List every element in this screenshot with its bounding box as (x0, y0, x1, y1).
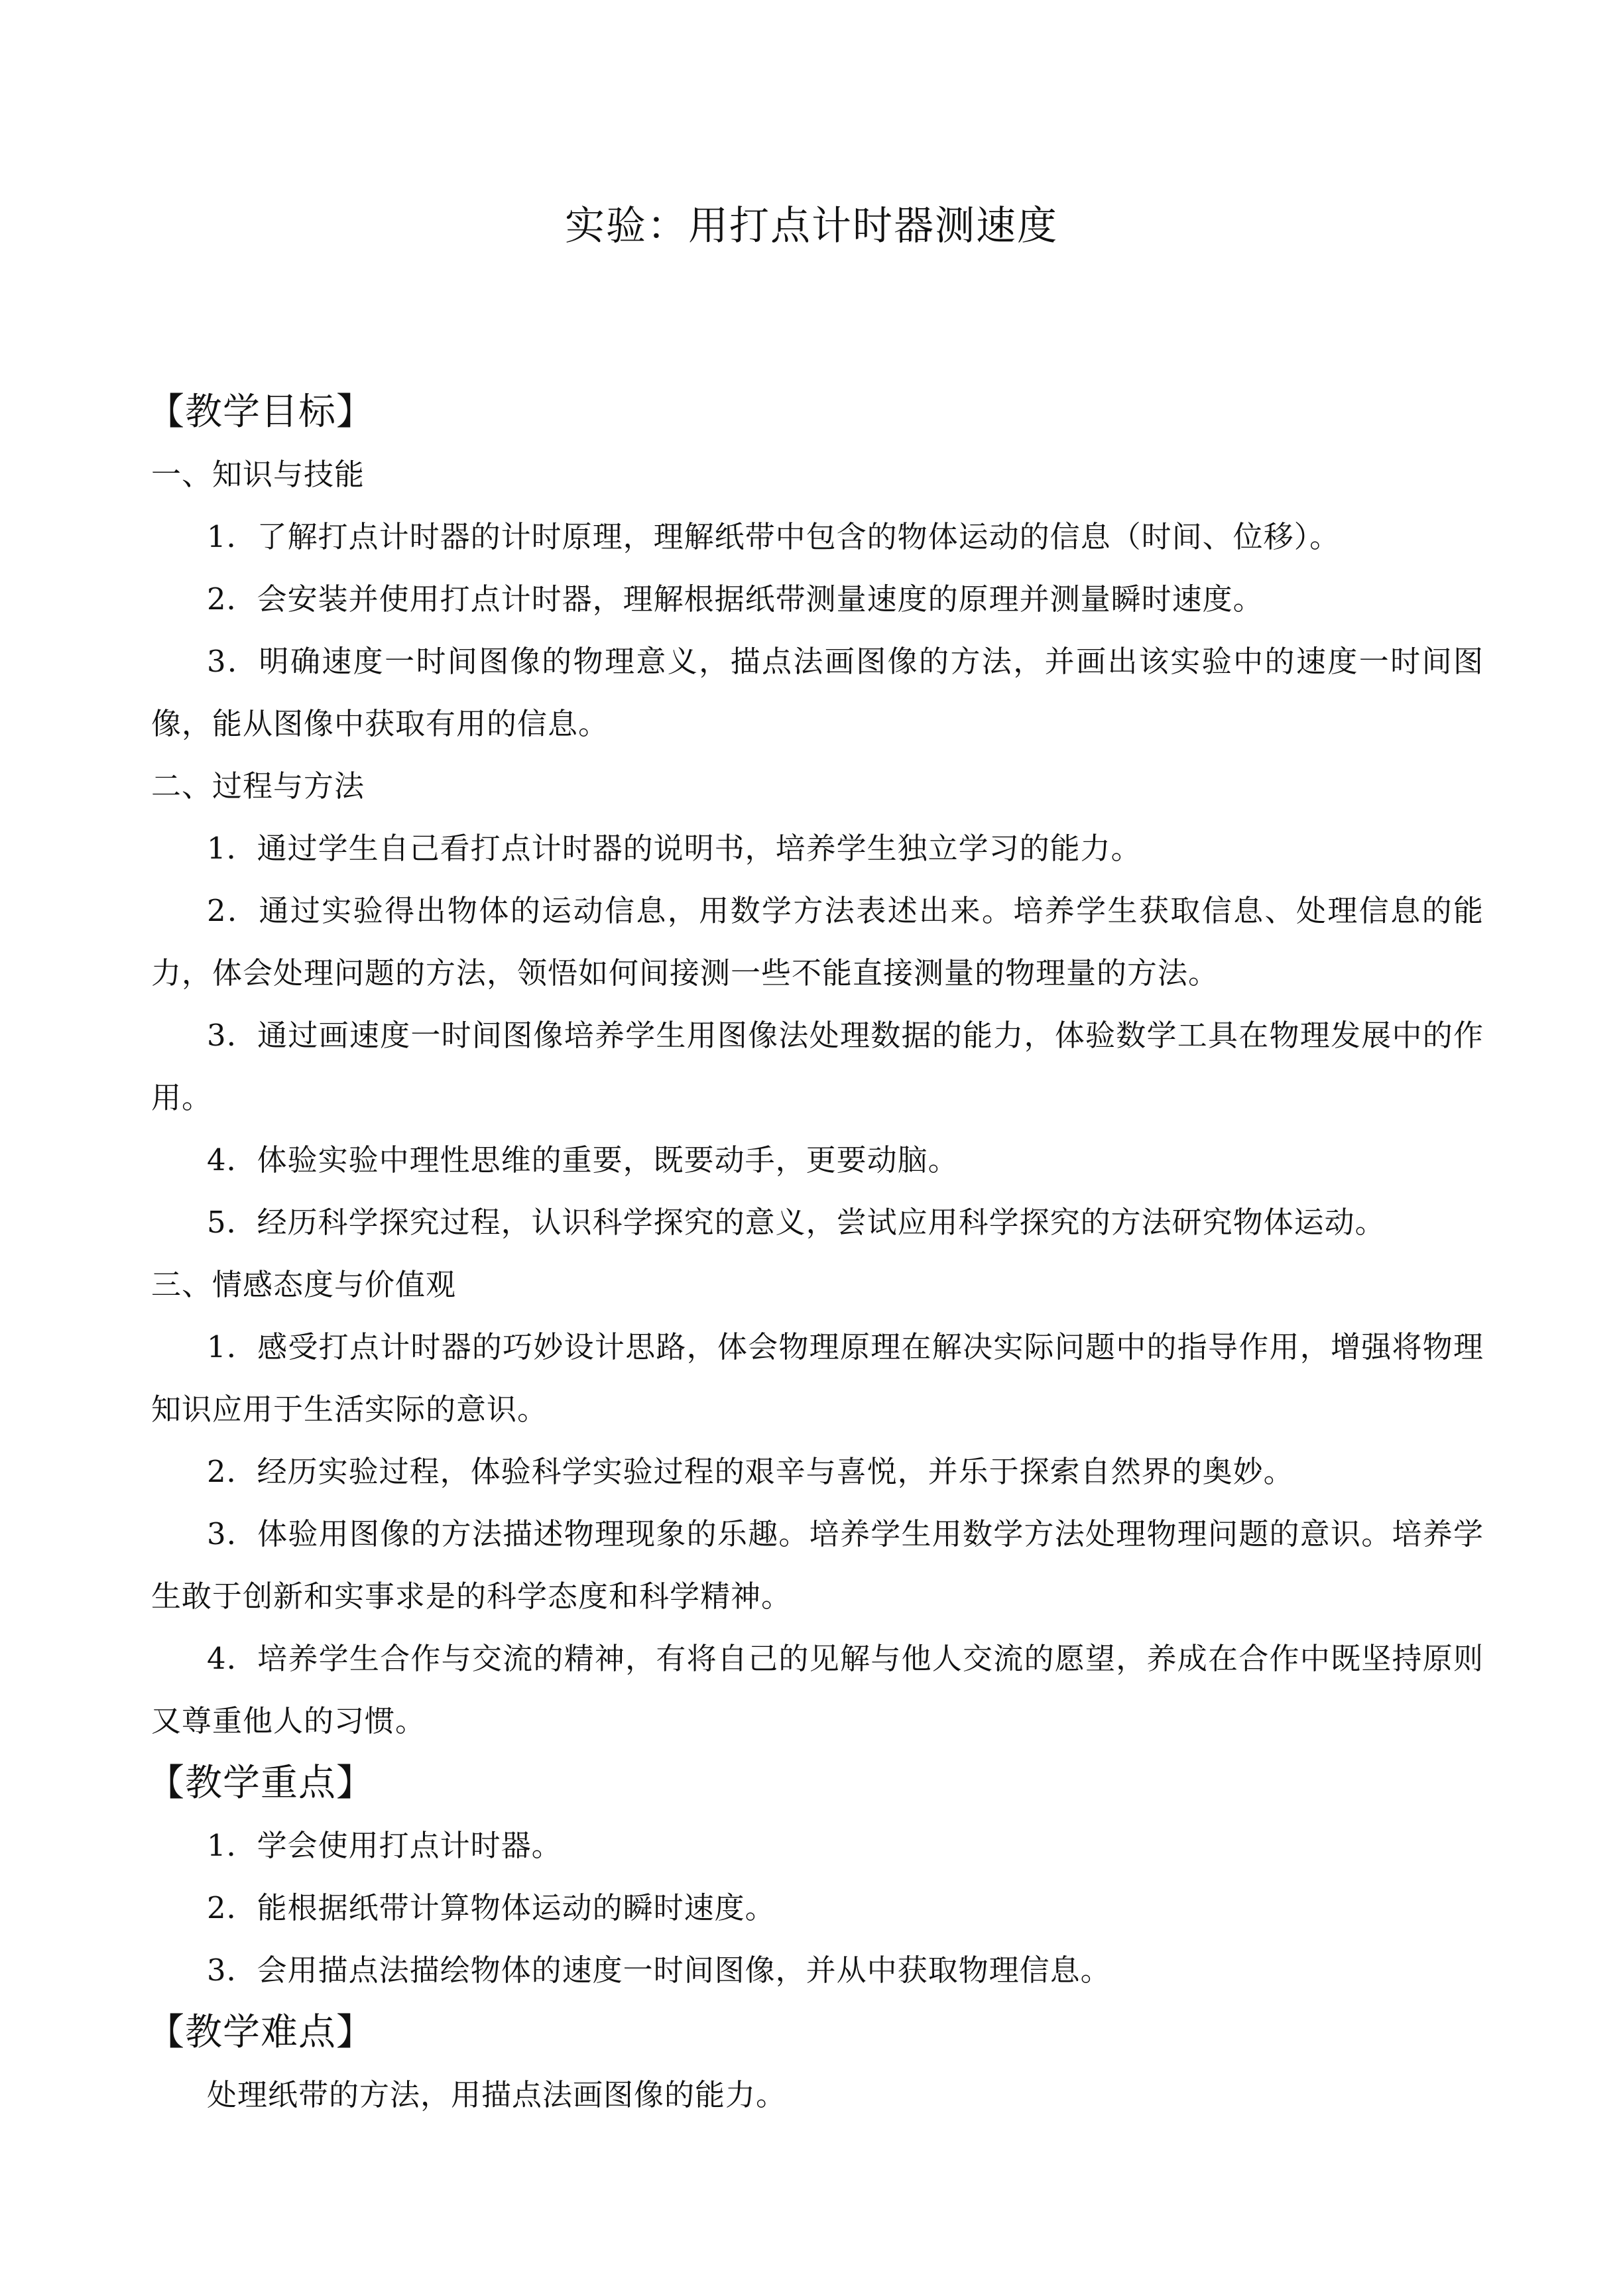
list-item: 3．通过画速度一时间图像培养学生用图像法处理数据的能力，体验数学工具在物理发展中的作用。 (151, 1018, 1484, 1115)
list-item: 3．明确速度一时间图像的物理意义，描点法画图像的方法，并画出该实验中的速度一时间图像，能从图像中获取有用的信息。 (151, 644, 1484, 741)
list-item: 2．通过实验得出物体的运动信息，用数学方法表述出来。培养学生获取信息、处理信息的能力，体会处理问题的方法，领悟如何间接测一些不能直接测量的物理量的方法。 (151, 893, 1484, 991)
list-item: 4．体验实验中理性思维的重要，既要动手，更要动脑。 (207, 1142, 959, 1178)
list-item: 3．体验用图像的方法描述物理现象的乐趣。培养学生用数学方法处理物理问题的意识。培养学生敢于创新和实事求是的科学态度和科学精神。 (151, 1516, 1484, 1614)
section-heading-objectives: 【教学目标】 (147, 391, 374, 434)
document-body (147, 381, 1484, 2126)
difficulties-text: 处理纸带的方法，用描点法画图像的能力。 (207, 2077, 787, 2112)
list-item: 2．能根据纸带计算物体运动的瞬时速度。 (207, 1890, 776, 1925)
list-item: 2．会安装并使用打点计时器，理解根据纸带测量速度的原理并测量瞬时速度。 (207, 581, 1264, 617)
section-heading-difficulties: 【教学难点】 (147, 2011, 374, 2054)
list-item: 1．通过学生自己看打点计时器的说明书，培养学生独立学习的能力。 (207, 831, 1142, 866)
section-heading-key-points: 【教学重点】 (147, 1762, 374, 1805)
list-item: 1．了解打点计时器的计时原理，理解纸带中包含的物体运动的信息（时间、位移）。 (207, 519, 1341, 554)
list-item: 3．会用描点法描绘物体的速度一时间图像，并从中获取物理信息。 (207, 1953, 1111, 1988)
list-item: 1．学会使用打点计时器。 (207, 1828, 562, 1863)
document-title: 实验：用打点计时器测速度 (565, 203, 1058, 249)
list-item: 5．经历科学探究过程，认识科学探究的意义，尝试应用科学探究的方法研究物体运动。 (207, 1205, 1386, 1240)
subsection-heading-attitude: 三、情感态度与价值观 (151, 1267, 457, 1302)
list-item: 1．感受打点计时器的巧妙设计思路，体会物理原理在解决实际问题中的指导作用，增强将物理知识应用于生活实际的意识。 (151, 1329, 1484, 1427)
subsection-heading-process: 二、过程与方法 (151, 768, 365, 804)
list-item: 2．经历实验过程，体验科学实验过程的艰辛与喜悦，并乐于探索自然界的奥妙。 (207, 1454, 1294, 1489)
subsection-heading-knowledge: 一、知识与技能 (151, 457, 365, 492)
list-item: 4．培养学生合作与交流的精神，有将自己的见解与他人交流的愿望，养成在合作中既坚持原则又尊重他人的习惯。 (151, 1641, 1484, 1738)
